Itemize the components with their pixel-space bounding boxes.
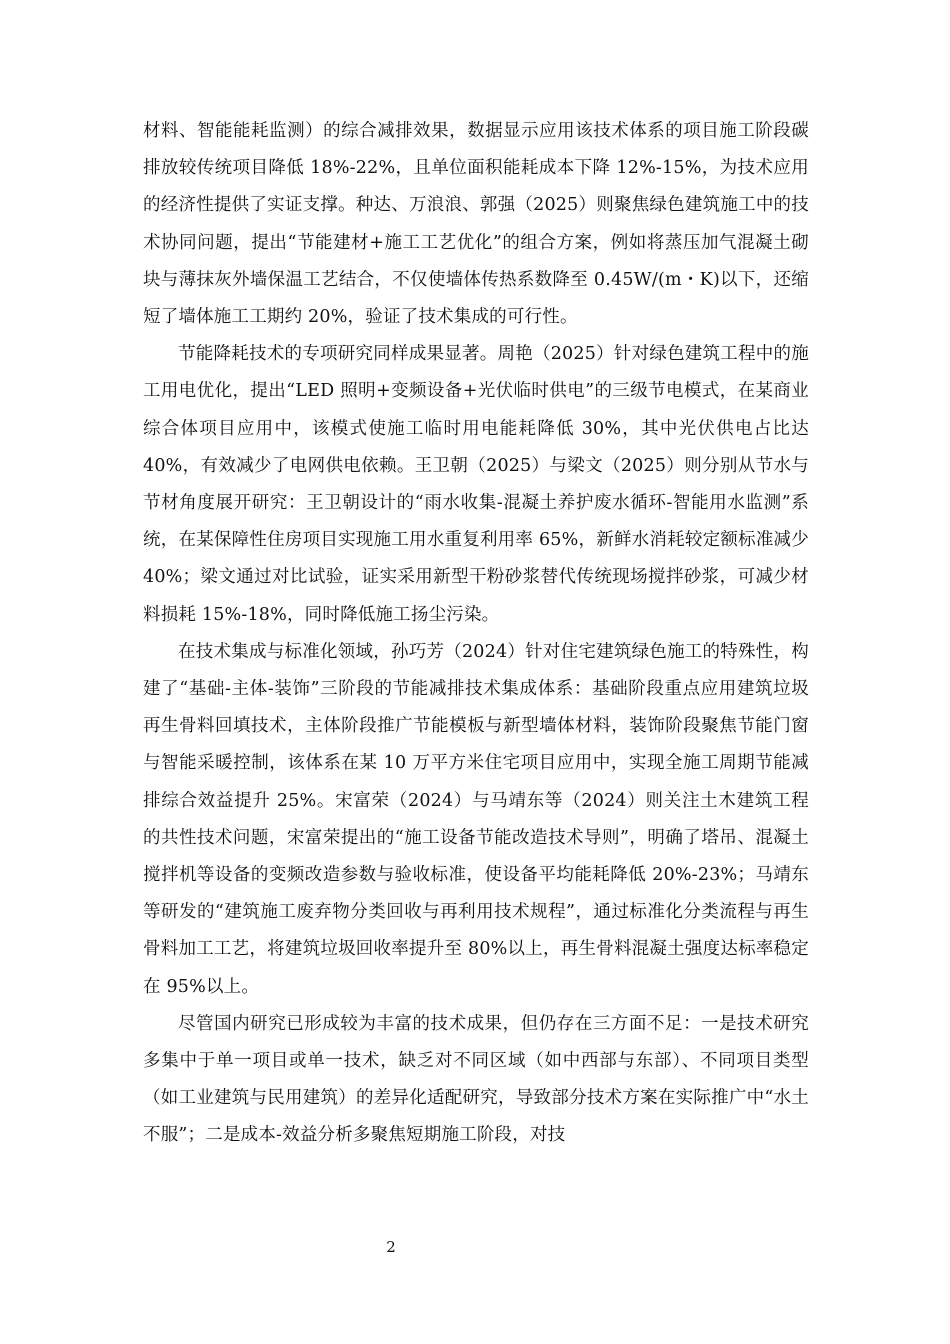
paragraph-2: 节能降耗技术的专项研究同样成果显著。周艳（2025）针对绿色建筑工程中的施工用电优化，提出“LED 照明+变频设备+光伏临时供电”的三级节电模式，在某商业综合体项目应用中，该模式使施工临时用电能耗降低 30%，其中光伏供电占比达 40%，有效减少了电网供电依赖。王卫朝（2025）与梁文（2025）则分别从节水与节材角度展开研究：王卫朝设计的“雨水收集-混凝土养护废水循环-智能用水监测”系统，在某保障性住房项目实现施工用水重复利用率 65%，新鲜水消耗较定额标准减少 40%；梁文通过对比试验，证实采用新型干粉砂浆替代传统现场搅拌砂浆，可减少材料损耗 15%-18%，同时降低施工扬尘污染。 xyxy=(143,344,809,625)
paragraph-1: 材料、智能能耗监测）的综合减排效果，数据显示应用该技术体系的项目施工阶段碳排放较传统项目降低 18%-22%，且单位面积能耗成本下降 12%-15%，为技术应用的经济性提供了实证支撑。种达、万浪浪、郭强（2025）则聚焦绿色建筑施工中的技术协同问题，提出“节能建材+施工工艺优化”的组合方案，例如将蒸压加气混凝土砌块与薄抹灰外墙保温工艺结合，不仅使墙体传热系数降至 0.45W/(m・K)以下，还缩短了墙体施工工期约 20%，验证了技术集成的可行性。 xyxy=(143,121,809,328)
paragraph-4: 尽管国内研究已形成较为丰富的技术成果，但仍存在三方面不足：一是技术研究多集中于单一项目或单一技术，缺乏对不同区域（如中西部与东部）、不同项目类型（如工业建筑与民用建筑）的差异化适配研究，导致部分技术方案在实际推广中“水土不服”；二是成本-效益分析多聚焦短期施工阶段，对技 xyxy=(143,1013,809,1146)
body-text xyxy=(143,113,809,1155)
paragraph-3: 在技术集成与标准化领域，孙巧芳（2024）针对住宅建筑绿色施工的特殊性，构建了“基础-主体-装饰”三阶段的节能减排技术集成体系：基础阶段重点应用建筑垃圾再生骨料回填技术，主体阶段推广节能模板与新型墙体材料，装饰阶段聚焦节能门窗与智能采暖控制，该体系在某 10 万平方米住宅项目应用中，实现全施工周期节能减排综合效益提升 25%。宋富荣（2024）与马靖东等（2024）则关注土木建筑工程的共性技术问题，宋富荣提出的“施工设备节能改造技术导则”，明确了塔吊、混凝土搅拌机等设备的变频改造参数与验收标准，使设备平均能耗降低 20%-23%；马靖东等研发的“建筑施工废弃物分类回收与再利用技术规程”，通过标准化分类流程与再生骨料加工工艺，将建筑垃圾回收率提升至 80%以上，再生骨料混凝土强度达标率稳定在 95%以上。 xyxy=(143,641,809,997)
page-number: 2 xyxy=(386,1238,396,1256)
